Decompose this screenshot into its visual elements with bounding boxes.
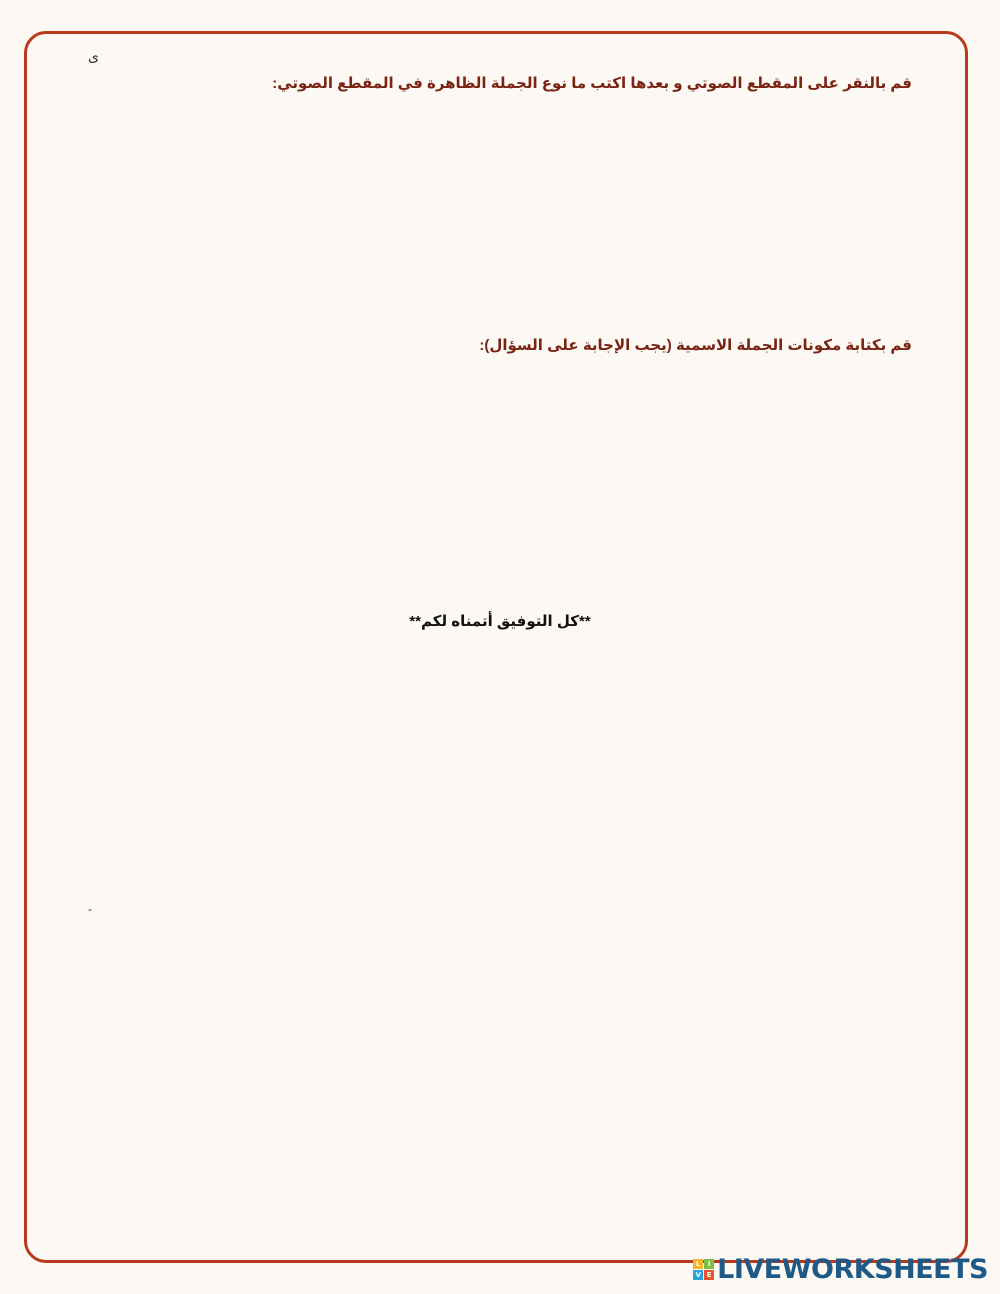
corner-mark: ى [88,48,99,64]
dash-mark: - [88,902,92,916]
closing-message: **كل التوفيق أتمناه لكم** [409,613,591,630]
question-1-instruction: قم بالنقر على المقطع الصوتي و بعدها اكتب ما نوع الجملة الظاهرة في المقطع الصوتي: [272,75,912,92]
logo-text: LIVEWORKSHEETS [717,1253,988,1285]
question-2-instruction: قم بكتابة مكونات الجملة الاسمية (يجب الإجابة على السؤال): [479,337,912,354]
liveworksheets-logo-icon [693,1259,714,1280]
logo-icon-tile: L [693,1259,703,1269]
worksheet-frame [24,31,968,1263]
logo-icon-tile: E [704,1270,714,1280]
logo-icon-tile: V [693,1270,703,1280]
logo-icon-tile: I [704,1259,714,1269]
liveworksheets-logo[interactable] [693,1254,988,1284]
